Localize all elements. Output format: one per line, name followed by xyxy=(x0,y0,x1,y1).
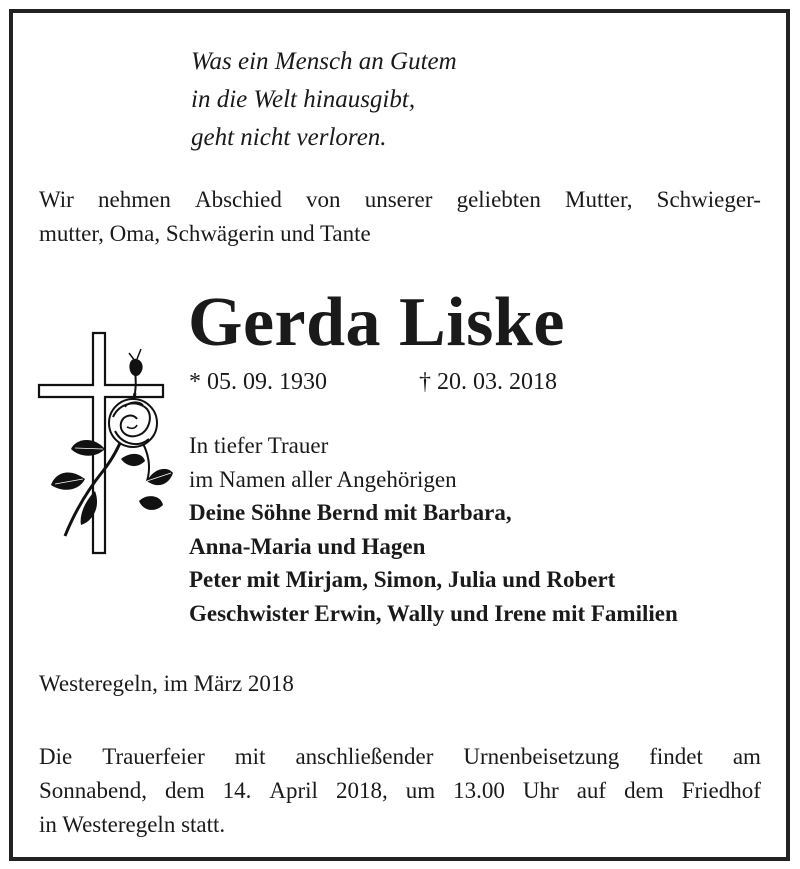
ceremony-line-justified xyxy=(39,740,761,774)
birth-date: * 05. 09. 1930 xyxy=(189,369,327,395)
word: nehmen xyxy=(98,187,171,212)
word: um xyxy=(405,778,436,803)
word: Wir xyxy=(39,187,74,212)
mourners-block xyxy=(189,429,678,630)
ceremony-line: in Westeregeln statt. xyxy=(39,812,226,837)
word: Abschied xyxy=(195,187,282,212)
mourners-name-line: Deine Söhne Bernd mit Barbara, xyxy=(189,500,512,525)
word: Trauerfeier xyxy=(102,744,205,769)
word: dem xyxy=(164,778,205,803)
mourners-name-line: Anna-Maria und Hagen xyxy=(189,533,426,559)
word: 14. xyxy=(222,778,252,803)
word: anschließender xyxy=(295,744,434,769)
cross-with-rose-icon xyxy=(35,331,175,555)
word: mit xyxy=(234,744,266,769)
ceremony-notice xyxy=(39,740,761,842)
word: Mutter, xyxy=(565,187,633,212)
word: Uhr xyxy=(522,778,559,803)
motto-line: Was ein Mensch an Gutem xyxy=(191,48,457,75)
ceremony-line-justified xyxy=(39,774,761,808)
word: Sonnabend, xyxy=(39,778,147,803)
word: geliebten xyxy=(456,187,541,212)
motto-line: in die Welt hinausgibt, xyxy=(191,86,416,113)
word: April xyxy=(269,778,318,803)
intro-line-justified xyxy=(39,183,761,217)
word: 13.00 xyxy=(453,778,505,803)
intro-line: mutter, Oma, Schwägerin und Tante xyxy=(39,221,371,246)
word: Friedhof xyxy=(681,778,761,803)
motto-line: geht nicht verloren. xyxy=(191,124,387,151)
deceased-name: Gerda Liske xyxy=(188,284,565,361)
word: Schwieger- xyxy=(656,187,761,212)
motto-quote xyxy=(191,43,457,157)
word: Die xyxy=(39,744,73,769)
obituary-frame xyxy=(9,9,790,861)
word: findet xyxy=(649,744,703,769)
mourners-line: im Namen aller Angehörigen xyxy=(189,466,457,492)
intro-text xyxy=(39,183,761,251)
word: am xyxy=(732,744,761,769)
word: von xyxy=(306,187,341,212)
mourners-name-line: Peter mit Mirjam, Simon, Julia und Robert xyxy=(189,567,616,592)
death-date: † 20. 03. 2018 xyxy=(419,369,557,395)
mourners-line: In tiefer Trauer xyxy=(189,433,329,458)
word: dem xyxy=(624,778,664,803)
word: auf xyxy=(576,778,607,803)
word: Urnenbeisetzung xyxy=(463,744,620,769)
word: 2018, xyxy=(335,778,388,803)
mourners-name-line: Geschwister Erwin, Wally und Irene mit Familien xyxy=(189,600,678,626)
place-date: Westeregeln, im März 2018 xyxy=(39,671,294,696)
word: unserer xyxy=(364,187,433,212)
